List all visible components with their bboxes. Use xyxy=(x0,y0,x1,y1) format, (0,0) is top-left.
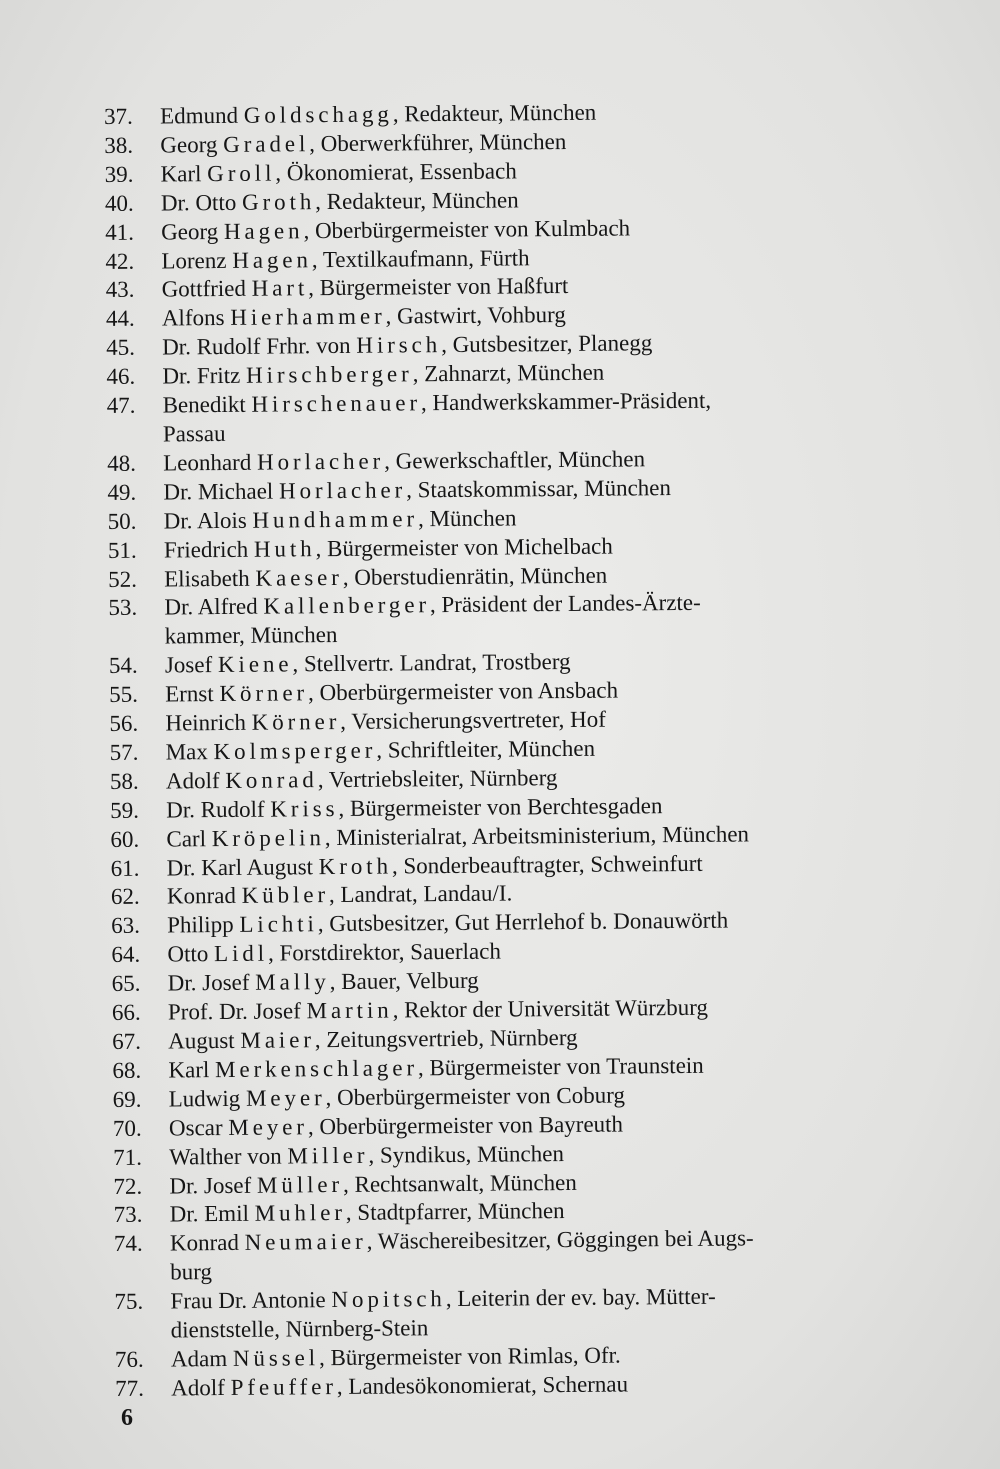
entry-description: , Wäschereibesitzer, Göggingen bei Augs- xyxy=(366,1225,754,1255)
entry-surname: Kübler xyxy=(241,882,330,909)
entry-description: , Versicherungsvertreter, Hof xyxy=(340,706,606,734)
entry-surname: Martin xyxy=(306,997,393,1024)
entry-description: , Redakteur, München xyxy=(392,99,597,127)
entry-description: , München xyxy=(417,505,517,531)
entry-given-name: Adolf xyxy=(165,767,226,794)
entry-surname: Nüssel xyxy=(232,1345,320,1371)
entry-surname: Hirsch xyxy=(356,332,442,359)
entry-number: 44. xyxy=(105,306,135,332)
entry-given-name: Karl xyxy=(168,1056,216,1083)
entry-surname: Huth xyxy=(253,535,316,562)
entry-surname: Kiene xyxy=(217,651,293,678)
entry-number: 41. xyxy=(105,219,134,245)
entry-given-name: Lorenz xyxy=(161,247,233,274)
entry-number: 74. xyxy=(113,1231,143,1257)
entry-surname: Kolmsperger xyxy=(213,737,377,765)
entry-surname: Kroth xyxy=(318,853,393,879)
entry-description: , Forstdirektor, Sauerlach xyxy=(267,938,502,966)
entry-description: , Oberbürgermeister von Coburg xyxy=(325,1082,626,1110)
entry-number: 62. xyxy=(110,884,140,910)
entry-surname: Maier xyxy=(240,1027,315,1053)
entry-given-name: Frau Dr. Antonie xyxy=(170,1287,332,1314)
entry-surname: Goldschagg xyxy=(243,101,393,128)
entry-description: , Landrat, Landau/I. xyxy=(328,880,513,908)
entry-description: , Rektor der Universität Würzburg xyxy=(392,994,709,1023)
entry-description: , Oberbürgermeister von Ansbach xyxy=(307,677,619,706)
entry-surname: Hirschenauer xyxy=(251,390,422,417)
entry-surname: Miller xyxy=(287,1142,369,1169)
entry-description: , Bürgermeister von Traunstein xyxy=(417,1052,704,1081)
entry-number: 75. xyxy=(114,1288,144,1315)
entry-text xyxy=(170,1280,994,1345)
entry-number: 54. xyxy=(108,652,138,679)
entry-surname: Horlacher xyxy=(278,477,407,504)
entry-description: , Handwerkskammer-Präsident, xyxy=(420,387,712,416)
entry-given-name: Dr. Rudolf Frhr. von xyxy=(162,333,357,360)
entry-given-name: Dr. Fritz xyxy=(162,362,247,389)
entry-description: , Oberbürgermeister von Kulmbach xyxy=(303,215,631,243)
entry-given-name: Dr. Rudolf xyxy=(166,796,271,823)
entry-surname: Hirschberger xyxy=(245,361,413,388)
entry-surname: Lichti xyxy=(239,911,318,938)
entry-number: 49. xyxy=(107,479,137,505)
entry-surname: Groth xyxy=(241,188,316,215)
entry-number: 43. xyxy=(105,277,135,303)
entry-given-name: Prof. Dr. Josef xyxy=(167,998,307,1025)
entry-surname: Pfeuffer xyxy=(230,1373,337,1400)
entry-surname: Groll xyxy=(207,160,276,186)
entry-given-name: Benedikt xyxy=(162,391,252,418)
entry-number: 58. xyxy=(109,768,139,794)
entry-number: 47. xyxy=(106,392,136,419)
entry-number: 63. xyxy=(111,913,141,939)
entry-description: , Ökonomierat, Essenbach xyxy=(275,158,517,186)
entry-surname: Hierhammer xyxy=(230,303,386,331)
entry-surname: Muhler xyxy=(254,1200,346,1227)
entry-surname: Mally xyxy=(255,969,330,995)
entry-given-name: Josef xyxy=(164,652,219,678)
entry-given-name: August xyxy=(168,1027,241,1054)
entry-number: 48. xyxy=(107,450,137,476)
entry-description: , Bauer, Velburg xyxy=(329,967,479,995)
entry-number: 53. xyxy=(108,595,138,621)
entry-number: 65. xyxy=(111,970,141,997)
entry-description: , Oberbürgermeister von Bayreuth xyxy=(307,1111,624,1139)
entry-surname: Hundhammer xyxy=(252,505,419,533)
entry-description: , Präsident der Landes-Ärzte- xyxy=(429,590,701,618)
entry-given-name: Carl xyxy=(166,825,212,852)
entry-given-name: Adolf xyxy=(171,1374,231,1401)
entry-given-name: Georg xyxy=(161,218,225,245)
entry-number: 37. xyxy=(104,103,133,129)
entry-description: , Zeitungsvertrieb, Nürnberg xyxy=(314,1024,578,1053)
entry-number: 59. xyxy=(110,797,140,823)
entry-surname: Kallenberger xyxy=(263,592,431,620)
entry-description: , Oberstudienrätin, München xyxy=(342,562,608,590)
entry-number: 64. xyxy=(111,941,141,968)
entry-number: 45. xyxy=(106,334,135,361)
entry-number: 40. xyxy=(104,190,134,216)
entry-given-name: Gottfried xyxy=(161,276,252,302)
entry-description: , Landesökonomierat, Schernau xyxy=(336,1371,629,1399)
entry-description: , Bürgermeister von Michelbach xyxy=(315,533,613,561)
entry-number: 61. xyxy=(110,855,140,881)
entry-number: 50. xyxy=(107,508,137,534)
entry-given-name: Dr. Alfred xyxy=(164,594,264,620)
entry-number: 77. xyxy=(115,1375,145,1401)
entry-number: 68. xyxy=(112,1057,142,1083)
entry-description: , Bürgermeister von Rimlas, Ofr. xyxy=(318,1342,621,1371)
entry-given-name: Georg xyxy=(160,131,224,158)
entry-surname: Konrad xyxy=(225,767,318,793)
entry-description: , Ministerialrat, Arbeitsministerium, München xyxy=(324,821,750,850)
entry-number: 52. xyxy=(108,566,138,592)
entry-description: , Gewerkschaftler, München xyxy=(384,446,646,474)
entry-description: , Oberwerkführer, München xyxy=(309,128,567,157)
entry-number: 46. xyxy=(106,363,136,390)
entry-description: , Bürgermeister von Berchtesgaden xyxy=(338,792,663,821)
entry-given-name: Walther von xyxy=(169,1143,288,1170)
entry-surname: Kaeser xyxy=(255,564,343,591)
entry-given-name: Otto xyxy=(167,941,215,967)
entry-description: , Staatskommissar, München xyxy=(406,474,672,503)
entry-text xyxy=(164,587,988,652)
entry-given-name: Konrad xyxy=(166,883,242,909)
entry-number: 51. xyxy=(107,537,137,563)
entry-number: 55. xyxy=(109,681,139,708)
entry-description: , Redakteur, München xyxy=(315,187,519,214)
entry-description: , Sonderbeauftragter, Schweinfurt xyxy=(391,850,703,879)
entry-surname: Lidl xyxy=(213,940,269,967)
entry-description: , Zahnarzt, München xyxy=(412,359,605,387)
entry-given-name: Dr. Alois xyxy=(163,507,253,534)
list-item xyxy=(107,384,987,449)
entry-given-name: Oscar xyxy=(168,1114,229,1141)
entry-description: , Rechtsanwalt, München xyxy=(342,1169,577,1197)
entry-number: 76. xyxy=(114,1346,144,1372)
entry-number: 38. xyxy=(104,132,134,158)
entry-description: , Syndikus, München xyxy=(368,1140,564,1168)
entry-number: 56. xyxy=(109,710,139,737)
entry-given-name: Dr. Otto xyxy=(160,189,243,216)
entry-number: 67. xyxy=(112,1028,142,1054)
entry-number: 57. xyxy=(109,739,139,765)
entry-surname: Kriss xyxy=(270,795,339,822)
entry-continuation: kammer, München xyxy=(164,622,338,649)
entry-continuation: burg xyxy=(170,1259,213,1285)
entry-surname: Gradel xyxy=(223,131,310,157)
entry-given-name: Dr. Karl August xyxy=(166,853,319,881)
entry-surname: Körner xyxy=(219,680,309,707)
entry-continuation: Passau xyxy=(162,420,226,447)
entry-given-name: Ernst xyxy=(165,681,220,707)
list-item xyxy=(114,1280,994,1345)
entry-number: 42. xyxy=(105,248,135,274)
entry-given-name: Max xyxy=(165,739,214,765)
entry-number: 39. xyxy=(104,161,134,187)
entry-continuation: dienststelle, Nürnberg-Stein xyxy=(170,1315,429,1343)
entry-given-name: Alfons xyxy=(161,305,231,331)
entry-given-name: Philipp xyxy=(167,912,240,938)
entry-surname: Neumaier xyxy=(244,1229,367,1256)
entry-text xyxy=(163,384,987,449)
entry-given-name: Dr. Josef xyxy=(169,1172,258,1199)
page-number: 6 xyxy=(121,1405,133,1431)
entry-description: , Schriftleiter, München xyxy=(376,735,596,763)
entry-number: 73. xyxy=(113,1202,143,1228)
entry-description: , Stadtpfarrer, München xyxy=(345,1198,565,1226)
list-item xyxy=(114,1223,994,1288)
entry-surname: Körner xyxy=(251,708,341,735)
entry-given-name: Konrad xyxy=(169,1230,245,1256)
entry-description: , Vertriebsleiter, Nürnberg xyxy=(317,764,558,793)
entry-surname: Merkenschlager xyxy=(214,1055,419,1082)
entry-description: , Stellvertr. Landrat, Trostberg xyxy=(292,649,571,677)
entry-given-name: Karl xyxy=(160,160,208,187)
entry-surname: Hart xyxy=(251,275,309,302)
entry-given-name: Friedrich xyxy=(163,536,255,563)
entry-surname: Horlacher xyxy=(256,448,385,475)
entry-number: 69. xyxy=(112,1086,142,1112)
entry-given-name: Adam xyxy=(170,1345,234,1372)
entry-number: 60. xyxy=(110,826,140,852)
member-list xyxy=(104,95,995,1403)
entry-description: , Textilkaufmann, Fürth xyxy=(311,244,530,272)
list-item xyxy=(108,587,988,652)
entry-given-name: Dr. Josef xyxy=(167,969,256,996)
entry-number: 70. xyxy=(112,1115,142,1141)
entry-surname: Hagen xyxy=(232,246,312,273)
entry-description: , Gutsbesitzer, Gut Herrlehof b. Donauwörth xyxy=(317,907,729,937)
entry-surname: Müller xyxy=(256,1171,344,1198)
entry-surname: Nopitsch xyxy=(331,1286,446,1313)
entry-description: , Bürgermeister von Haßfurt xyxy=(308,273,569,301)
entry-description: , Leiterin der ev. bay. Mütter- xyxy=(445,1283,716,1312)
entry-line xyxy=(171,1367,995,1403)
entry-description: , Gastwirt, Vohburg xyxy=(385,302,566,329)
entry-text xyxy=(170,1223,994,1288)
entry-given-name: Elisabeth xyxy=(164,565,256,591)
entry-surname: Hagen xyxy=(223,217,304,244)
entry-number: 66. xyxy=(111,999,141,1026)
entry-number: 71. xyxy=(113,1144,143,1170)
entry-number: 72. xyxy=(113,1173,143,1199)
entry-surname: Kröpelin xyxy=(211,824,325,851)
entry-given-name: Leonhard xyxy=(163,449,258,476)
entry-surname: Meyer xyxy=(228,1113,309,1140)
entry-given-name: Edmund xyxy=(160,102,244,129)
entry-given-name: Ludwig xyxy=(168,1085,247,1112)
entry-text xyxy=(171,1367,995,1403)
entry-description: , Gutsbesitzer, Planegg xyxy=(441,330,653,358)
entry-given-name: Dr. Michael xyxy=(163,478,280,505)
entry-given-name: Heinrich xyxy=(165,709,252,736)
entry-surname: Meyer xyxy=(245,1084,326,1111)
entry-given-name: Dr. Emil xyxy=(169,1201,255,1227)
